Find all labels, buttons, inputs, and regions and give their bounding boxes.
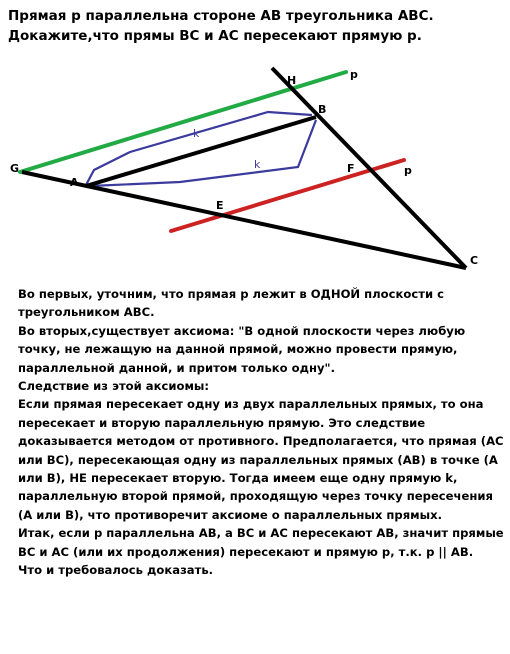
- label-p-top: p: [350, 68, 358, 81]
- problem-statement-line-2: Докажите,что прямы BC и AC пересекают прямую p.: [8, 28, 422, 44]
- geometry-figure: [0, 0, 510, 280]
- label-h: H: [287, 74, 297, 87]
- label-e: E: [216, 199, 224, 212]
- solution-text: [18, 285, 504, 580]
- paragraph-axiom: Во вторых,существует аксиома: "В одной плоскости через любую точку, не лежащую на данной прямой, можно провести прямую, параллельной данной, и притом только одну".: [18, 323, 466, 375]
- label-k-lower: k: [254, 158, 261, 171]
- label-c: C: [470, 254, 479, 267]
- paragraph-corollary-heading: Следствие из этой аксиомы:: [18, 379, 210, 394]
- paragraph-plane: Во первых, уточним, что прямая p лежит в ОДНОЙ плоскости с треугольником ABC.: [18, 287, 444, 320]
- problem-statement-line-1: Прямая p параллельна стороне AB треугольника ABC.: [8, 8, 434, 24]
- paragraph-conclusion: Итак, если p параллельна AB, а BC и AC пересекают AB, значит прямые BC и AC (или их продолжения) пересекают и прямую p, т.к. p || AB.: [18, 526, 504, 559]
- label-f: F: [347, 162, 355, 175]
- label-a: A: [70, 176, 79, 189]
- label-b: B: [318, 103, 327, 116]
- paragraph-corollary-proof: Если прямая пересекает одну из двух параллельных прямых, то она пересекает и вторую параллельную прямую. Это следствие доказывается методом от противного. Предполагается, что прямая (AC или BC), пересекающая одну из параллельных прямых (AB) в точке (A или B), НЕ пересекает вторую. Тогда имеем еще одну прямую k, параллельную второй прямой, проходящую через точку пересечения (A или B), что противоречит аксиоме о параллельных прямых.: [18, 397, 504, 522]
- side-ab: [86, 117, 316, 186]
- label-p-right: p: [404, 164, 412, 177]
- side-bc-extended: [272, 68, 466, 268]
- label-g: G: [10, 162, 20, 175]
- side-ac-extended: [22, 172, 466, 268]
- paragraph-qed: Что и требовалось доказать.: [18, 563, 214, 578]
- label-k-upper: k: [193, 127, 200, 140]
